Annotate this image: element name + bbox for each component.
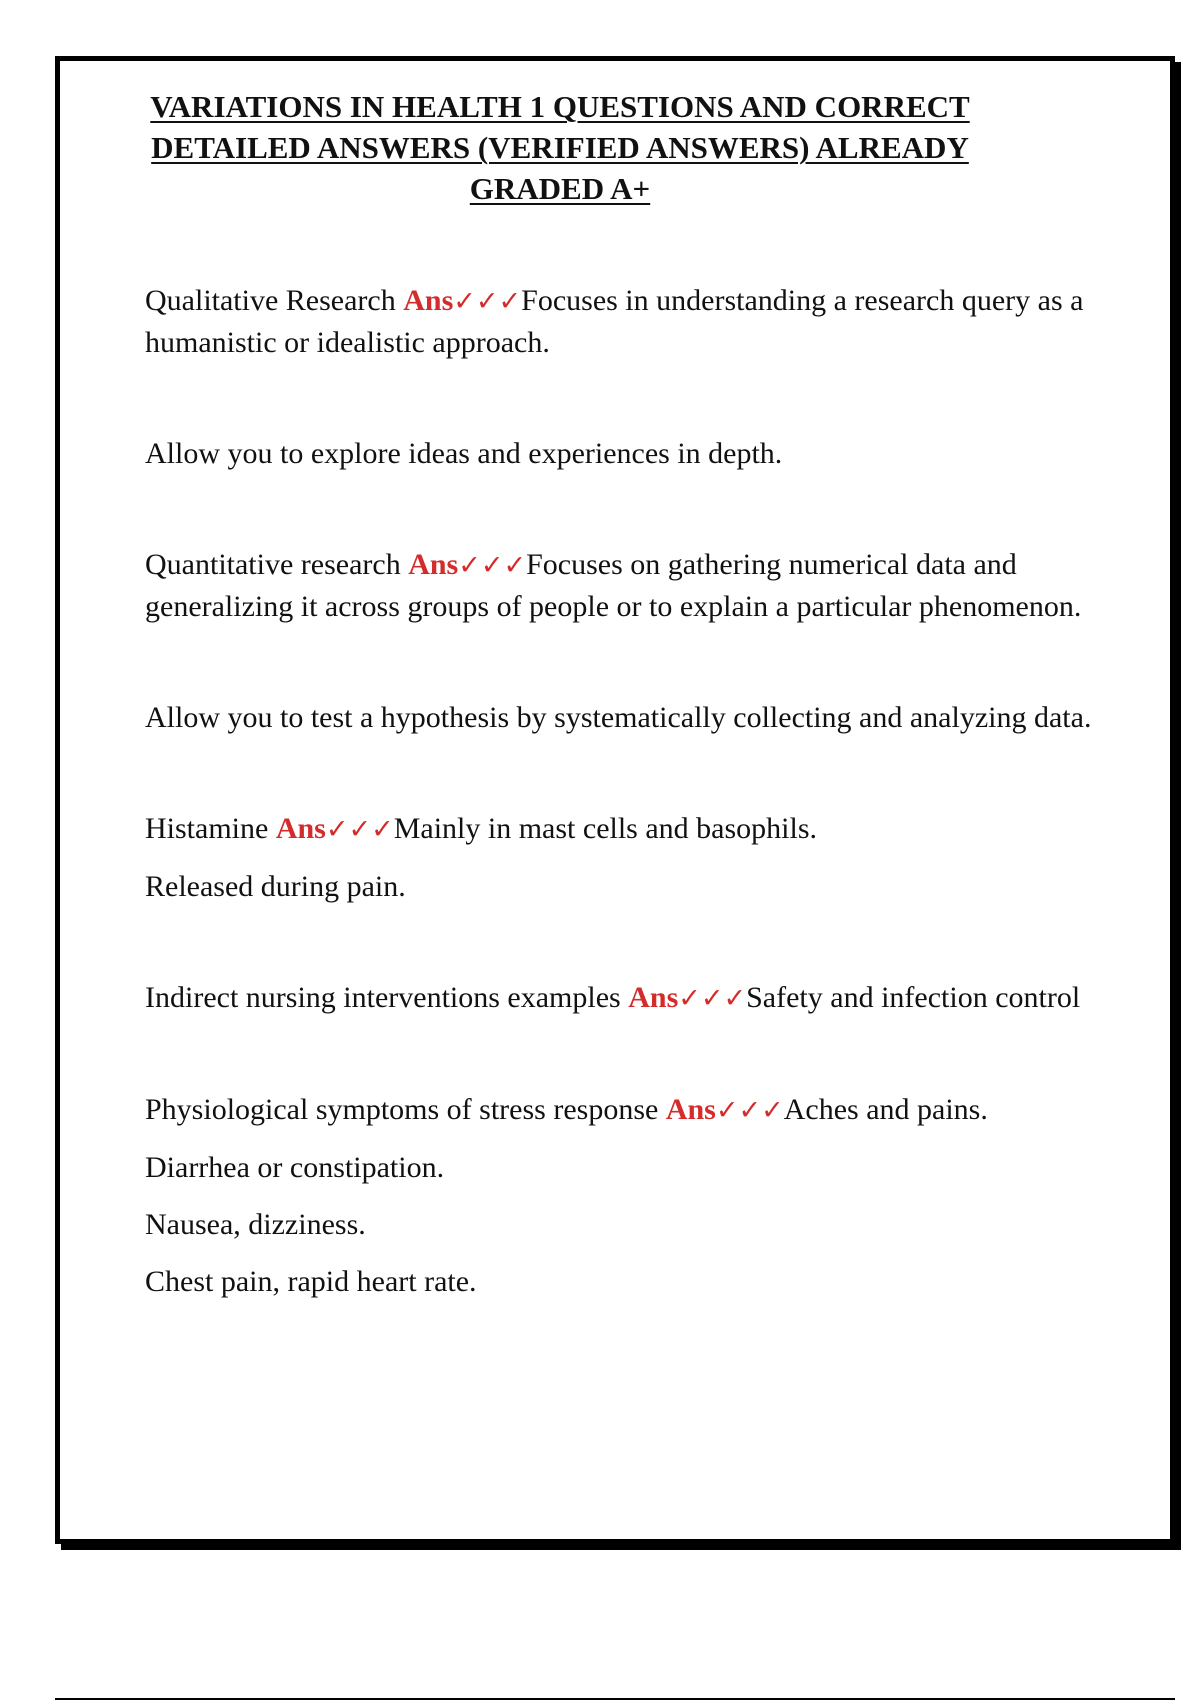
ans-label: Ans — [408, 548, 459, 581]
ans-label: Ans — [628, 981, 679, 1014]
answer-extra-line: Diarrhea or constipation. — [145, 1151, 445, 1184]
answer-extra-line: Released during pain. — [145, 870, 406, 903]
ans-label: Ans — [403, 284, 454, 317]
qa-entry-quantitative-research — [145, 544, 1095, 738]
qa-item — [145, 280, 1095, 363]
answer-extra-line: Chest pain, rapid heart rate. — [145, 1265, 477, 1298]
qa-item — [145, 1089, 1095, 1131]
qa-content — [145, 280, 1095, 1302]
question-term: Histamine — [145, 812, 276, 845]
title-line-3: GRADED A+ — [469, 171, 651, 206]
ans-label: Ans — [665, 1093, 716, 1126]
qa-entry-qualitative-research — [145, 280, 1095, 474]
title-line-1: VARIATIONS IN HEALTH 1 QUESTIONS AND CORRECT — [150, 89, 970, 124]
question-term: Qualitative Research — [145, 284, 404, 317]
ans-label: Ans — [275, 812, 326, 845]
document-title — [120, 86, 1000, 209]
question-term: Indirect nursing interventions examples — [145, 981, 629, 1014]
qa-entry-indirect-nursing-interventions — [145, 977, 1095, 1019]
answer-extra-line: Allow you to explore ideas and experiences in depth. — [145, 437, 783, 470]
question-term: Physiological symptoms of stress response — [145, 1093, 666, 1126]
qa-item — [145, 977, 1095, 1019]
check-marks-icon: ✓✓✓ — [715, 1095, 784, 1126]
qa-entry-histamine — [145, 808, 1095, 907]
answer-text: Safety and infection control — [746, 981, 1081, 1014]
check-marks-icon: ✓✓✓ — [458, 550, 527, 581]
check-marks-icon: ✓✓✓ — [678, 983, 747, 1014]
qa-item — [145, 544, 1095, 627]
question-term: Quantitative research — [145, 548, 409, 581]
answer-text: Focuses in understanding a research query as a humanistic or idealistic approach. — [145, 284, 1084, 359]
check-marks-icon: ✓✓✓ — [325, 814, 394, 845]
answer-text: Mainly in mast cells and basophils. — [393, 812, 817, 845]
answer-extra-line: Nausea, dizziness. — [145, 1208, 366, 1241]
answer-text: Focuses on gathering numerical data and generalizing it across groups of people or to explain a particular phenomenon. — [145, 548, 1082, 623]
qa-entry-stress-response-symptoms — [145, 1089, 1095, 1302]
title-line-2: DETAILED ANSWERS (VERIFIED ANSWERS) ALREADY — [151, 130, 969, 165]
answer-extra-line: Allow you to test a hypothesis by systematically collecting and analyzing data. — [145, 701, 1092, 734]
qa-item — [145, 808, 1095, 850]
check-marks-icon: ✓✓✓ — [453, 286, 522, 317]
answer-text: Aches and pains. — [783, 1093, 988, 1126]
